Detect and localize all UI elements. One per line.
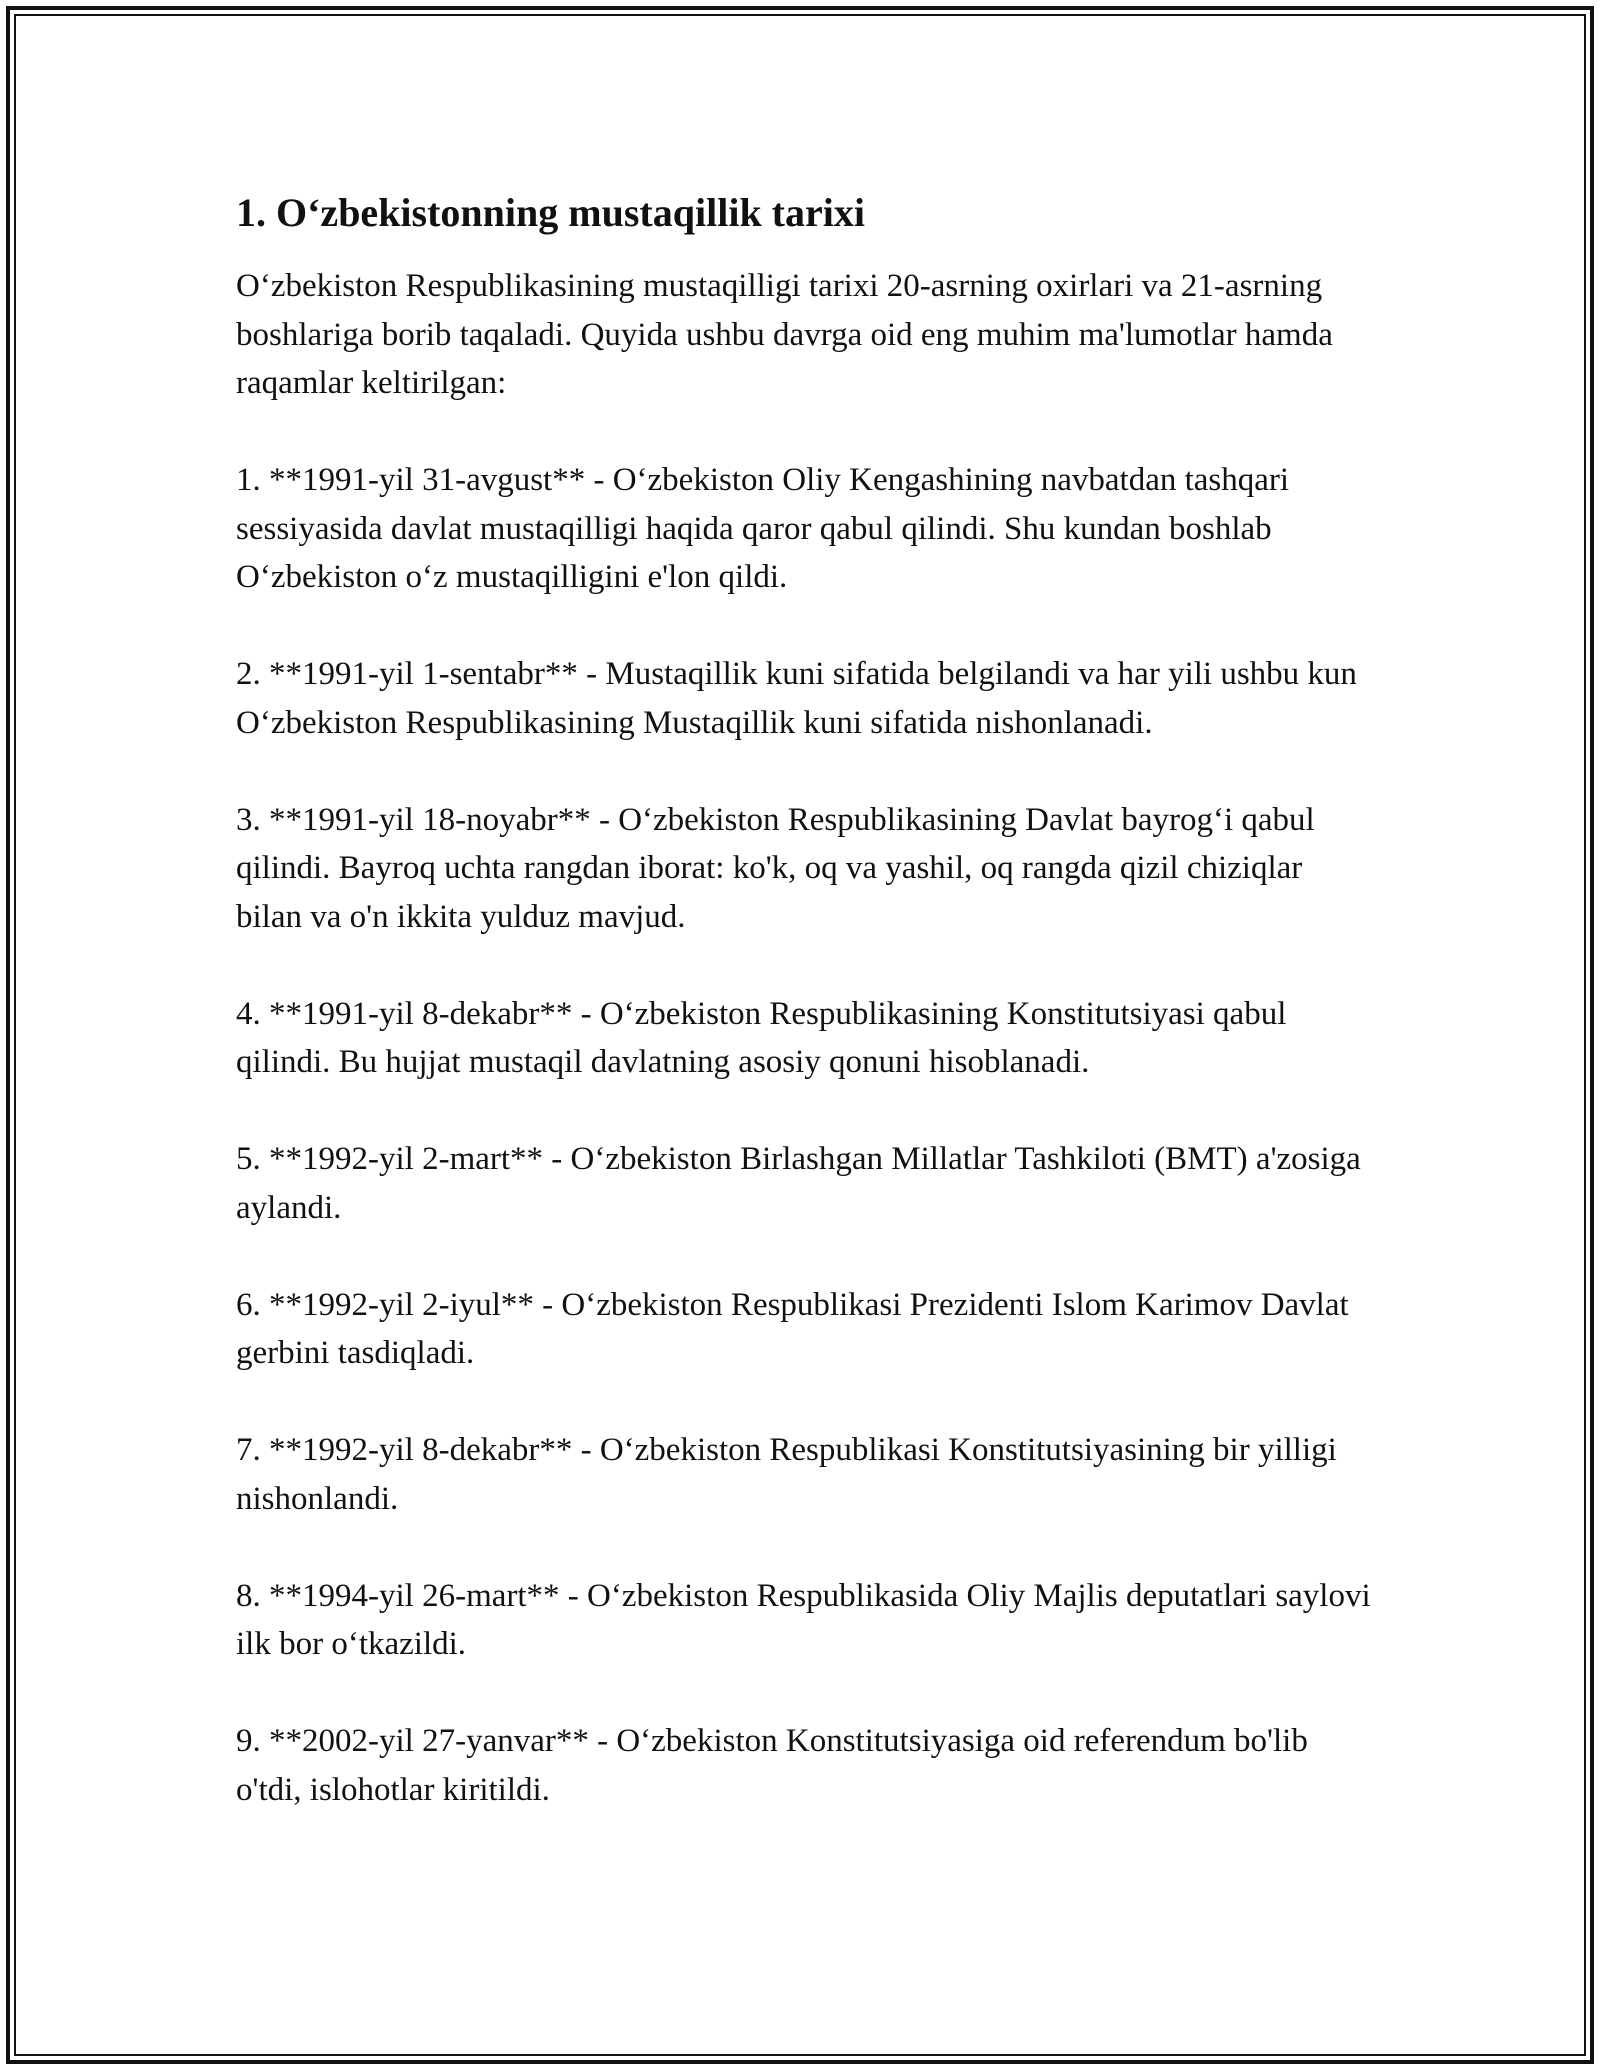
list-item: 4. **1991-yil 8-dekabr** - O‘zbekiston Respublikasining Konstitutsiyasi qabul qilindi. Bu hujjat mustaqil davlatning asosiy qonuni hisoblanadi.: [236, 995, 1287, 1080]
intro-paragraph: O‘zbekiston Respublikasining mustaqilligi tarixi 20-asrning oxirlari va 21-asrning boshlariga borib taqaladi. Quyida ushbu davrga oid eng muhim ma'lumotlar hamda raqamlar keltirilgan:: [236, 268, 1333, 401]
list-item: 9. **2002-yil 27-yanvar** - O‘zbekiston Konstitutsiyasiga oid referendum bo'lib o'tdi, islohotlar kiritildi.: [236, 1723, 1308, 1808]
list-item: 3. **1991-yil 18-noyabr** - O‘zbekiston Respublikasining Davlat bayrog‘i qabul qilindi. Bayroq uchta rangdan iborat: ko'k, oq va yashil, oq rangda qizil chiziqlar bilan va o'n ikkita yulduz mavjud.: [236, 801, 1315, 935]
list-item: 7. **1992-yil 8-dekabr** - O‘zbekiston Respublikasi Konstitutsiyasining bir yilligi nishonlandi.: [236, 1432, 1337, 1517]
document-body: [236, 188, 1372, 1863]
list-item: 5. **1992-yil 2-mart** - O‘zbekiston Birlashgan Millatlar Tashkiloti (BMT) a'zosiga aylandi.: [236, 1141, 1361, 1226]
list-item: 8. **1994-yil 26-mart** - O‘zbekiston Respublikasida Oliy Majlis deputatlari saylovi ilk bor o‘tkazildi.: [236, 1577, 1371, 1662]
list-item: 2. **1991-yil 1-sentabr** - Mustaqillik kuni sifatida belgilandi va har yili ushbu kun O‘zbekiston Respublikasining Mustaqillik kuni sifatida nishonlanadi.: [236, 656, 1357, 741]
list-item: 6. **1992-yil 2-iyul** - O‘zbekiston Respublikasi Prezidenti Islom Karimov Davlat gerbini tasdiqladi.: [236, 1286, 1349, 1371]
list-item: 1. **1991-yil 31-avgust** - O‘zbekiston Oliy Kengashining navbatdan tashqari sessiyasida davlat mustaqilligi haqida qaror qabul qilindi. Shu kundan boshlab O‘zbekiston o‘z mustaqilligini e'lon qildi.: [236, 462, 1290, 595]
document-title: 1. O‘zbekistonning mustaqillik tarixi: [236, 190, 865, 235]
